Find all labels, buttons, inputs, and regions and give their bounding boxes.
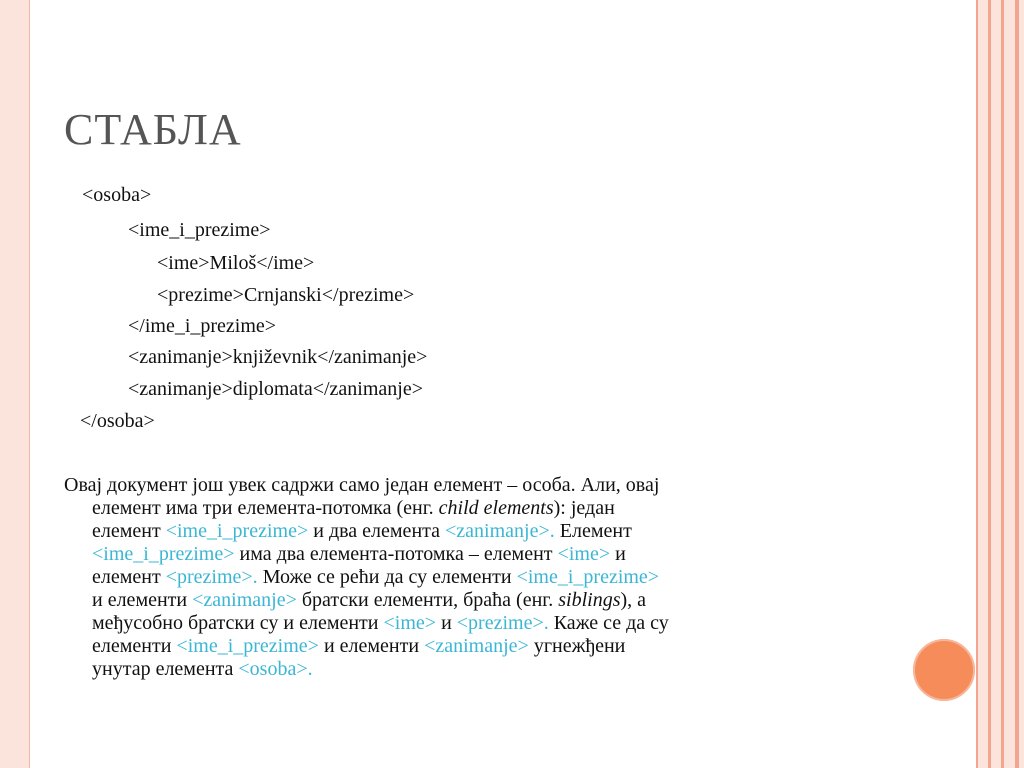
border-stripe <box>1015 0 1019 768</box>
text-segment: и елементи <box>92 589 193 611</box>
code-line: </ime_i_prezime> <box>128 315 277 337</box>
paragraph-line <box>64 635 894 658</box>
code-line: </osoba> <box>80 410 155 432</box>
explanation-paragraph <box>64 474 894 681</box>
left-border-decoration <box>0 0 30 768</box>
paragraph-line <box>64 497 894 520</box>
border-stripe <box>988 0 991 768</box>
element-reference: <ime_i_prezime> <box>516 566 660 588</box>
code-line: <ime_i_prezime> <box>128 219 271 241</box>
text-segment: има два елемента-потомка – елемент <box>234 543 558 565</box>
text-segment: и <box>436 612 457 634</box>
border-stripe <box>976 0 978 768</box>
border-stripe <box>1001 0 1004 768</box>
text-segment: Елемент <box>554 520 632 542</box>
paragraph-line <box>64 589 894 612</box>
element-reference: <ime> <box>383 612 437 634</box>
paragraph-line <box>64 566 894 589</box>
element-reference: <ime_i_prezime> <box>92 543 235 565</box>
code-line: <zanimanje>diplomata</zanimanje> <box>128 378 424 400</box>
element-reference: <zanimanje> <box>192 589 297 611</box>
english-term: child elements <box>438 497 554 519</box>
text-segment: Овај документ још увек садржи само један елемент – особа. Али, овај <box>64 474 660 496</box>
element-reference: <prezime>. <box>165 566 258 588</box>
element-reference: <ime_i_prezime> <box>165 520 309 542</box>
paragraph-line <box>64 612 894 635</box>
element-reference: <osoba>. <box>238 658 313 680</box>
code-line: <prezime>Crnjanski</prezime> <box>157 284 415 306</box>
paragraph-line <box>64 474 894 497</box>
text-segment: Каже се да су <box>548 612 669 634</box>
orange-circle-icon <box>913 639 975 701</box>
text-segment: унутар елемента <box>92 658 239 680</box>
text-segment: елемент <box>92 520 166 542</box>
paragraph-line <box>64 520 894 543</box>
english-term: siblings <box>558 589 621 611</box>
text-segment: елемент <box>92 566 166 588</box>
element-reference: <prezime>. <box>456 612 549 634</box>
text-segment: елементи <box>92 635 177 657</box>
element-reference: <ime_i_prezime> <box>176 635 319 657</box>
paragraph-line <box>64 658 894 681</box>
text-segment: елемент има три елемента-потомка (енг. <box>92 497 439 519</box>
element-reference: <ime> <box>557 543 611 565</box>
code-line: <osoba> <box>82 184 152 206</box>
element-reference: <zanimanje> <box>424 635 529 657</box>
paragraph-line <box>64 543 894 566</box>
code-line: <ime>Miloš</ime> <box>157 252 315 274</box>
text-segment: и елементи <box>318 635 425 657</box>
text-segment: угнежђени <box>528 635 626 657</box>
element-reference: <zanimanje>. <box>445 520 555 542</box>
text-segment: ), а <box>620 589 647 611</box>
text-segment: међусобно братски су и елементи <box>92 612 384 634</box>
text-segment: Може се рећи да су елементи <box>257 566 517 588</box>
text-segment: и два елемента <box>308 520 446 542</box>
code-line: <zanimanje>književnik</zanimanje> <box>128 346 428 368</box>
text-segment: и <box>610 543 626 565</box>
text-segment: ): један <box>553 497 615 519</box>
slide-title: СТАБЛА <box>64 105 242 154</box>
text-segment: братски елементи, браћа (енг. <box>296 589 559 611</box>
